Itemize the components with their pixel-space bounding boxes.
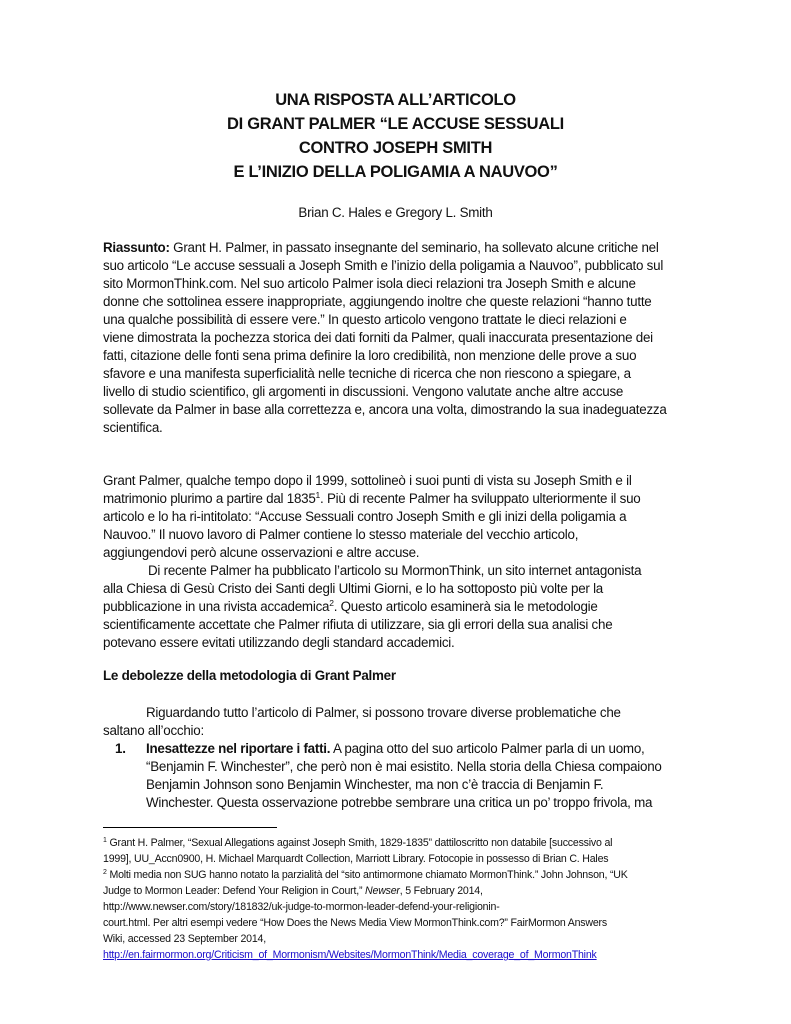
body-line: scientificamente accettate che Palmer rifiuta di utilizzare, sia gli errori della sua analisi che [103,617,613,632]
abstract-line: viene dimostrata la pochezza storica dei dati forniti da Palmer, quali inaccurata presentazione dei [103,330,653,345]
body-line: Di recente Palmer ha pubblicato l’articolo su MormonThink, un sito internet antagonista [148,563,642,578]
body-line: potevano essere evitati utilizzando degli standard accademici. [103,635,455,650]
footnote-2-line: http://www.newser.com/story/181832/uk-judge-to-mormon-leader-defend-your-religionin- [103,901,500,913]
footnote-1-line: 1999], UU_Accn0900, H. Michael Marquardt Collection, Marriott Library. Fotocopie in possesso di Brian C. Hales [103,853,609,865]
abstract-line [103,239,659,257]
section-heading: Le debolezze della metodologia di Grant Palmer [103,668,396,683]
abstract-line: scientifica. [103,420,163,435]
list-number: 1. [115,741,126,756]
abstract-label: Riassunto: [103,240,170,255]
footnote-text: Judge to Mormon Leader: Defend Your Religion in Court,” [103,885,366,897]
abstract-text: Grant H. Palmer, in passato insegnante del seminario, ha sollevato alcune critiche nel [169,240,659,255]
list-line: “Benjamin F. Winchester”, che però non è mai esistito. Nella storia della Chiesa compaiono [146,759,662,774]
abstract-line: fatti, citazione delle fonti sena prima definire la loro credibilità, non menzione delle prove a suo [103,348,637,363]
body-line: Nauvoo.” Il nuovo lavoro di Palmer contiene lo stesso materiale del vecchio articolo, [103,527,579,542]
list-line: Winchester. Questa osservazione potrebbe sembrare una critica un po’ troppo frivola, ma [146,795,653,810]
body-text: pubblicazione in una rivista accademica [103,599,330,614]
body-line [103,490,640,508]
footnote-ref-2[interactable]: 2 [329,598,334,608]
body-text: . Più di recente Palmer ha sviluppato ulteriormente il suo [320,491,641,506]
list-line [146,740,645,758]
footnote-text: Molti media non SUG hanno notato la parzialità del “sito antimormone chiamato MormonThink.” John Johnson, “UK [106,869,628,881]
body-line: Riguardando tutto l’articolo di Palmer, si possono trovare diverse problematiche che [146,705,621,720]
body-line: aggiungendovi però alcune osservazioni e altre accuse. [103,545,420,560]
title-line: E L’INIZIO DELLA POLIGAMIA A NAUVOO” [233,163,558,181]
authors: Brian C. Hales e Gregory L. Smith [298,205,493,220]
fairmormon-link[interactable]: http://en.fairmormon.org/Criticism_of_Mormonism/Websites/MormonThink/Media_coverage_of_MormonThink [103,949,597,961]
footnote-2-line [103,883,483,899]
list-line: Benjamin Johnson sono Benjamin Winchester, ma non c’è traccia di Benjamin F. [146,777,604,792]
abstract-line: sollevate da Palmer in base alla correttezza e, ancora una volta, dimostrando la sua inadeguatezza [103,402,667,417]
abstract-line: sfavore e una manifesta superficialità nelle tecniche di ricerca che non riescono a spiegare, a [103,366,631,381]
title-line: UNA RISPOSTA ALL’ARTICOLO [275,91,516,109]
body-text: matrimonio plurimo a partire dal 1835 [103,491,316,506]
body-line: articolo e lo ha ri-intitolato: “Accuse Sessuali contro Joseph Smith e gli inizi della poligamia a [103,509,627,524]
footnote-1-line [103,835,612,851]
list-item-bold: Inesattezze nel riportare i fatti. [146,741,331,756]
footnote-2-line [103,867,628,883]
title-line: CONTRO JOSEPH SMITH [298,139,493,157]
abstract-line: suo articolo “Le accuse sessuali a Joseph Smith e l’inizio della poligamia a Nauvoo”, pubblicato sul [103,258,664,273]
footnote-mark: 1 [103,837,107,844]
footnote-2-link-line [103,947,597,963]
footnote-mark: 2 [103,869,107,876]
list-text: A pagina otto del suo articolo Palmer parla di un uomo, [330,741,645,756]
footnote-ref-1[interactable]: 1 [315,490,321,500]
footnote-2-line: court.html. Per altri esempi vedere “How Does the News Media View MormonThink.com?” FairMormon Answers [103,917,607,929]
footnote-text: , 5 February 2014, [399,885,483,897]
body-line: Grant Palmer, qualche tempo dopo il 1999, sottolineò i suoi punti di vista su Joseph Smith e il [103,473,632,488]
footnote-2-line: Wiki, accessed 23 September 2014, [103,933,266,945]
footnote-separator [103,827,277,828]
footnote-text: Grant H. Palmer, “Sexual Allegations against Joseph Smith, 1829-1835” dattiloscritto non databile [successivo al [106,837,613,849]
body-line: saltano all’occhio: [103,723,204,738]
abstract-line: livello di studio scientifico, gli argomenti in discussioni. Vengono valutate anche altre accuse [103,384,624,399]
body-text: . Questo articolo esaminerà sia le metodologie [333,599,598,614]
body-line [103,598,598,616]
abstract-line: una qualche possibilità di essere vere.” In questo articolo vengono trattate le dieci relazioni e [103,312,627,327]
body-line: alla Chiesa di Gesù Cristo dei Santi degli Ultimi Giorni, e lo ha sottoposto più volte per la [103,581,603,596]
abstract-line: donne che sottolinea essere inappropriate, aggiungendo inoltre che queste relazioni “hanno tutte [103,294,652,309]
abstract-line: sito MormonThink.com. Nel suo articolo Palmer isola dieci relazioni tra Joseph Smith e alcune [103,276,636,291]
title-line: DI GRANT PALMER “LE ACCUSE SESSUALI [227,115,564,133]
publication-name: Newser [365,885,400,897]
